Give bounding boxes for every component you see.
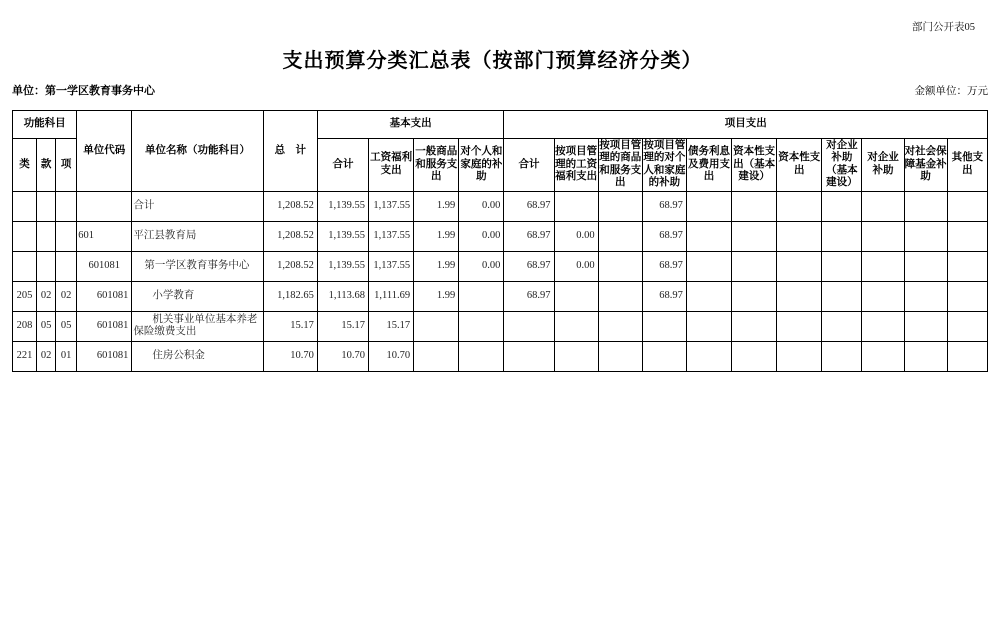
value-cell — [822, 281, 862, 311]
header-total: 总 计 — [263, 111, 317, 192]
value-cell — [862, 191, 904, 221]
func-class-cell — [13, 251, 37, 281]
value-cell — [598, 341, 642, 371]
func-class-cell — [13, 191, 37, 221]
value-cell — [947, 341, 987, 371]
value-cell: 10.70 — [369, 341, 414, 371]
header-project-other: 其他支出 — [947, 139, 987, 192]
func-section-cell — [37, 191, 56, 221]
doc-number: 部门公开表05 — [912, 22, 975, 33]
func-class-cell — [13, 221, 37, 251]
value-cell — [862, 341, 904, 371]
value-cell — [598, 251, 642, 281]
value-cell — [777, 251, 822, 281]
value-cell — [822, 311, 862, 341]
header-row-groups — [13, 111, 988, 139]
header-project-capital: 资本性支出 — [777, 139, 822, 192]
value-cell — [904, 221, 947, 251]
header-func-class: 类 — [13, 139, 37, 192]
value-cell — [459, 281, 504, 311]
value-cell — [777, 281, 822, 311]
func-class-cell: 208 — [13, 311, 37, 341]
table-row — [13, 281, 988, 311]
budget-table — [12, 110, 988, 372]
value-cell — [904, 251, 947, 281]
unit-name-cell: 住房公积金 — [132, 341, 263, 371]
value-cell — [904, 341, 947, 371]
func-class-cell: 221 — [13, 341, 37, 371]
value-cell: 1,113.68 — [317, 281, 368, 311]
value-cell — [862, 251, 904, 281]
page-title: 支出预算分类汇总表（按部门预算经济分类） — [282, 50, 703, 72]
table-row — [13, 341, 988, 371]
value-cell — [732, 341, 777, 371]
func-item-cell — [56, 251, 77, 281]
func-item-cell: 02 — [56, 281, 77, 311]
value-cell: 68.97 — [642, 221, 686, 251]
header-unit-code: 单位代码 — [77, 111, 132, 192]
value-cell: 10.70 — [317, 341, 368, 371]
value-cell — [554, 311, 598, 341]
value-cell: 15.17 — [317, 311, 368, 341]
unit-code-cell: 601081 — [77, 341, 132, 371]
header-func-item: 项 — [56, 139, 77, 192]
value-cell: 68.97 — [504, 251, 554, 281]
value-cell — [777, 311, 822, 341]
value-cell: 1,137.55 — [369, 251, 414, 281]
value-cell — [904, 191, 947, 221]
value-cell: 0.00 — [459, 221, 504, 251]
value-cell — [904, 311, 947, 341]
value-cell: 1,139.55 — [317, 191, 368, 221]
unit-code-cell: 601 — [77, 221, 132, 251]
value-cell — [947, 221, 987, 251]
value-cell — [947, 191, 987, 221]
value-cell — [459, 341, 504, 371]
value-cell — [862, 221, 904, 251]
value-cell: 68.97 — [504, 191, 554, 221]
value-cell: 1,137.55 — [369, 221, 414, 251]
value-cell — [822, 191, 862, 221]
table-body — [13, 191, 988, 371]
value-cell: 15.17 — [369, 311, 414, 341]
header-basic-wages: 工资福利支出 — [369, 139, 414, 192]
value-cell: 1.99 — [414, 281, 459, 311]
table-row — [13, 311, 988, 341]
value-cell: 68.97 — [504, 281, 554, 311]
unit-code-cell: 601081 — [77, 251, 132, 281]
func-item-cell: 05 — [56, 311, 77, 341]
unit-label: 单位：第一学区教育事务中心 — [12, 85, 155, 97]
value-cell — [554, 281, 598, 311]
header-project-wages: 按项目管理的工资福利支出 — [554, 139, 598, 192]
value-cell — [504, 311, 554, 341]
unit-code-cell: 601081 — [77, 311, 132, 341]
value-cell: 1,208.52 — [263, 221, 317, 251]
unit-name-cell: 小学教育 — [132, 281, 263, 311]
value-cell: 1,182.65 — [263, 281, 317, 311]
header-basic-group: 基本支出 — [317, 111, 504, 139]
value-cell — [459, 311, 504, 341]
value-cell — [732, 221, 777, 251]
value-cell — [686, 251, 731, 281]
value-cell: 1,208.52 — [263, 251, 317, 281]
value-cell — [947, 251, 987, 281]
meta-row — [12, 82, 988, 98]
value-cell — [822, 341, 862, 371]
header-project-enterprise-construction: 对企业补助（基本建设） — [822, 139, 862, 192]
value-cell — [598, 311, 642, 341]
header-func-section: 款 — [37, 139, 56, 192]
value-cell — [686, 341, 731, 371]
value-cell — [554, 191, 598, 221]
header-project-enterprise: 对企业补助 — [862, 139, 904, 192]
value-cell: 0.00 — [459, 251, 504, 281]
table-row — [13, 221, 988, 251]
unit-name-cell: 第一学区教育事务中心 — [132, 251, 263, 281]
amount-unit-label: 金额单位：万元 — [914, 86, 988, 97]
value-cell: 10.70 — [263, 341, 317, 371]
value-cell: 68.97 — [642, 281, 686, 311]
value-cell — [777, 341, 822, 371]
func-item-cell — [56, 221, 77, 251]
value-cell: 1.99 — [414, 251, 459, 281]
value-cell: 0.00 — [459, 191, 504, 221]
header-func-group: 功能科目 — [13, 111, 77, 139]
value-cell — [414, 311, 459, 341]
func-section-cell — [37, 251, 56, 281]
value-cell — [642, 311, 686, 341]
table-row — [13, 251, 988, 281]
header-project-goods: 按项目管理的商品和服务支出 — [598, 139, 642, 192]
value-cell — [822, 221, 862, 251]
header-basic-goods: 一般商品和服务支出 — [414, 139, 459, 192]
func-section-cell: 02 — [37, 281, 56, 311]
header-project-group: 项目支出 — [504, 111, 988, 139]
value-cell — [822, 251, 862, 281]
header-basic-family: 对个人和家庭的补助 — [459, 139, 504, 192]
value-cell — [642, 341, 686, 371]
func-item-cell: 01 — [56, 341, 77, 371]
value-cell — [862, 281, 904, 311]
value-cell — [414, 341, 459, 371]
value-cell: 15.17 — [263, 311, 317, 341]
value-cell — [732, 311, 777, 341]
value-cell — [862, 311, 904, 341]
value-cell — [732, 281, 777, 311]
value-cell: 0.00 — [554, 221, 598, 251]
unit-name-cell: 平江县教育局 — [132, 221, 263, 251]
value-cell — [598, 191, 642, 221]
value-cell: 1,137.55 — [369, 191, 414, 221]
value-cell — [732, 251, 777, 281]
value-cell — [686, 191, 731, 221]
header-project-social-security: 对社会保障基金补助 — [904, 139, 947, 192]
func-section-cell: 02 — [37, 341, 56, 371]
value-cell — [947, 281, 987, 311]
value-cell: 1.99 — [414, 221, 459, 251]
value-cell: 1,139.55 — [317, 221, 368, 251]
value-cell — [504, 341, 554, 371]
func-item-cell — [56, 191, 77, 221]
unit-name-cell: 机关事业单位基本养老保险缴费支出 — [132, 311, 263, 341]
func-class-cell: 205 — [13, 281, 37, 311]
unit-name-cell: 合计 — [132, 191, 263, 221]
header-project-family: 按项目管理的对个人和家庭的补助 — [642, 139, 686, 192]
value-cell — [598, 281, 642, 311]
value-cell — [777, 221, 822, 251]
func-section-cell — [37, 221, 56, 251]
value-cell: 68.97 — [642, 251, 686, 281]
value-cell: 1,111.69 — [369, 281, 414, 311]
value-cell: 0.00 — [554, 251, 598, 281]
value-cell — [947, 311, 987, 341]
value-cell — [554, 341, 598, 371]
header-project-capital-construction: 资本性支出（基本建设） — [732, 139, 777, 192]
unit-code-cell: 601081 — [77, 281, 132, 311]
header-project-subtotal: 合计 — [504, 139, 554, 192]
value-cell — [598, 221, 642, 251]
value-cell: 1,139.55 — [317, 251, 368, 281]
value-cell — [686, 281, 731, 311]
header-unit-name: 单位名称（功能科目） — [132, 111, 263, 192]
table-row — [13, 191, 988, 221]
value-cell — [777, 191, 822, 221]
unit-code-cell — [77, 191, 132, 221]
value-cell — [904, 281, 947, 311]
value-cell — [686, 221, 731, 251]
func-section-cell: 05 — [37, 311, 56, 341]
value-cell: 1,208.52 — [263, 191, 317, 221]
value-cell — [686, 311, 731, 341]
value-cell: 68.97 — [642, 191, 686, 221]
header-basic-subtotal: 合计 — [317, 139, 368, 192]
value-cell: 68.97 — [504, 221, 554, 251]
value-cell — [732, 191, 777, 221]
value-cell: 1.99 — [414, 191, 459, 221]
header-project-debt-interest: 债务利息及费用支出 — [686, 139, 731, 192]
